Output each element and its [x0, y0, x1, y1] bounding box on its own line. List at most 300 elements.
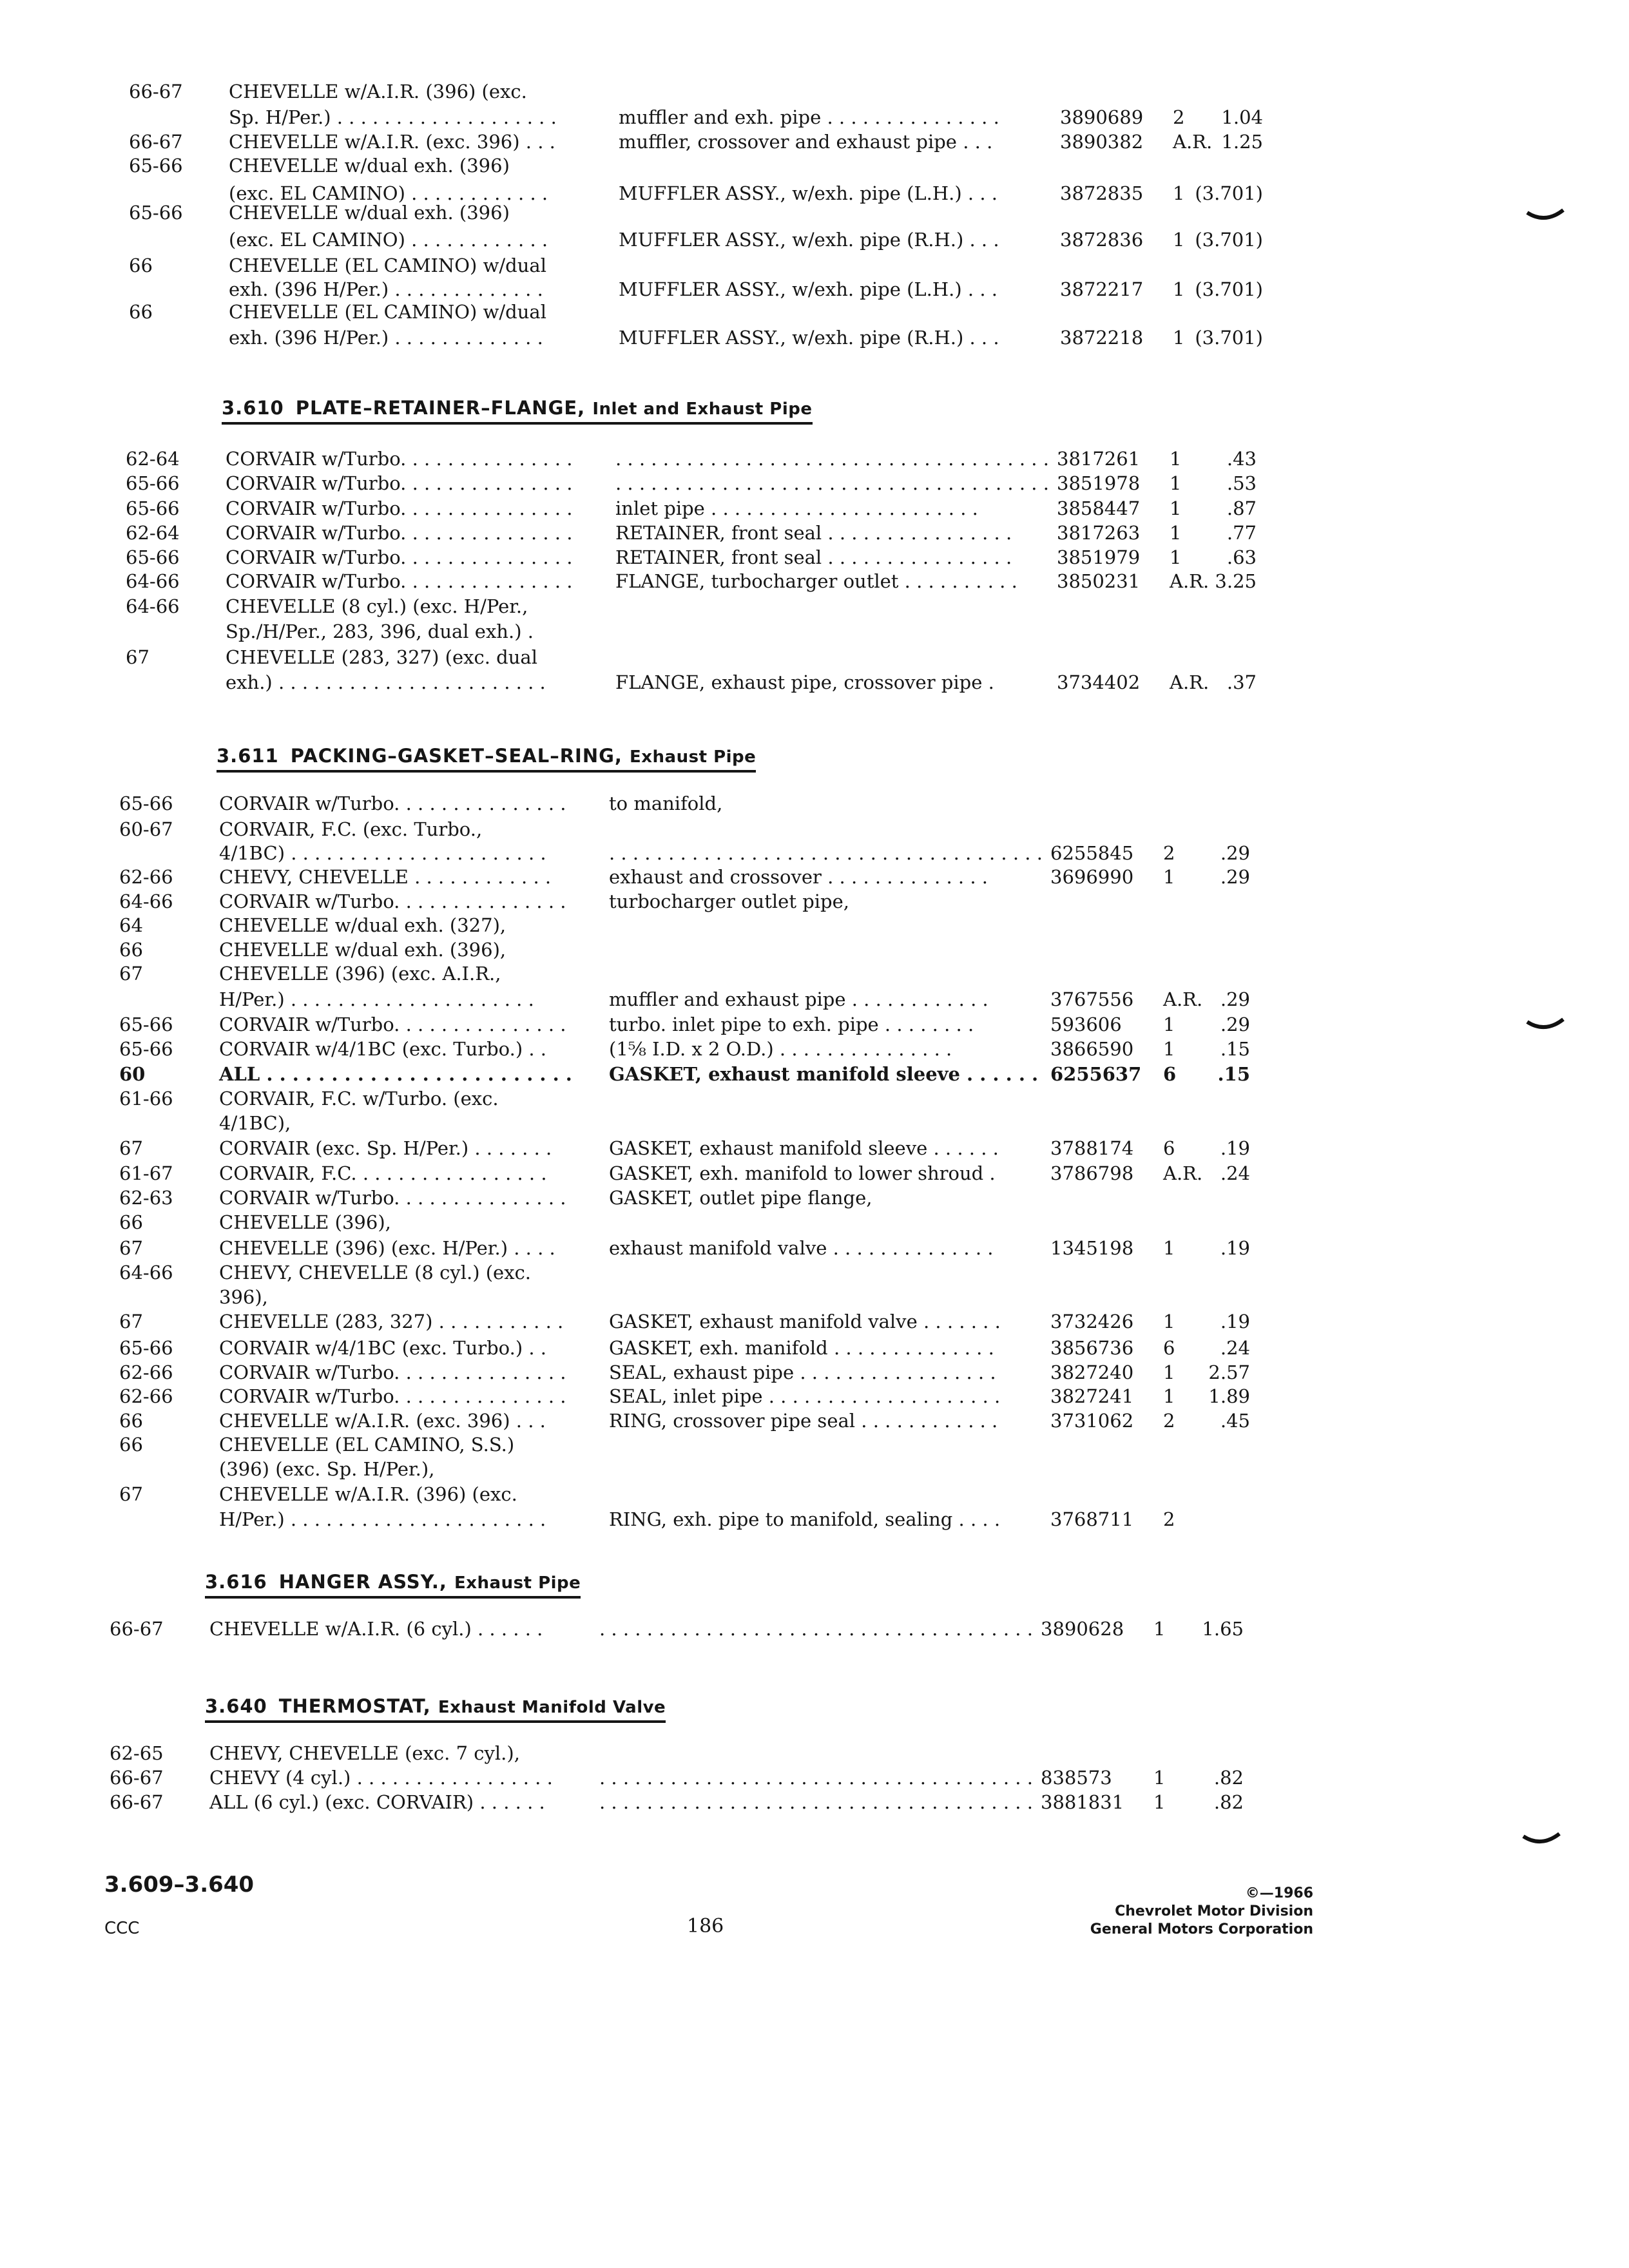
quantity: 1 — [1163, 1038, 1175, 1060]
part-number: 838573 — [1041, 1767, 1112, 1789]
quantity: 2 — [1163, 1508, 1175, 1530]
model-description: CHEVY, CHEVELLE (8 cyl.) (exc. — [219, 1262, 532, 1283]
model-year: 61-67 — [119, 1162, 173, 1184]
parts-row — [119, 1162, 1250, 1184]
section-number: 3.616 — [205, 1571, 267, 1593]
parts-row — [129, 327, 1263, 349]
part-number: 1345198 — [1050, 1237, 1134, 1259]
corporation-name: General Motors Corporation — [1090, 1921, 1313, 1937]
section-subtitle: Exhaust Manifold Valve — [438, 1698, 666, 1717]
part-number: 3890382 — [1060, 131, 1144, 153]
quantity: 1 — [1163, 1237, 1175, 1259]
section-title: THERMOSTAT, — [278, 1695, 438, 1717]
model-description: CHEVELLE (396), — [219, 1211, 391, 1233]
list-price: (3.701) — [1195, 182, 1263, 204]
model-year: 62-64 — [126, 522, 180, 544]
part-number: 3788174 — [1050, 1137, 1134, 1159]
parts-row — [119, 1262, 1250, 1283]
quantity: 1 — [1173, 182, 1185, 204]
list-price: .29 — [1220, 866, 1250, 888]
parts-row — [126, 646, 1257, 668]
part-description: . . . . . . . . . . . . . . . . . . . . . . . . . . . . . . . . . . . . . — [609, 842, 1043, 864]
parts-row — [119, 1434, 1250, 1456]
section-underline — [205, 1720, 666, 1723]
model-description: CHEVELLE (8 cyl.) (exc. H/Per., — [226, 595, 528, 617]
model-year: 64-66 — [119, 1262, 173, 1283]
model-description: (396) (exc. Sp. H/Per.), — [219, 1458, 435, 1480]
list-price: .82 — [1213, 1767, 1244, 1789]
part-number: 3817263 — [1057, 522, 1141, 544]
part-number: 3890628 — [1041, 1618, 1124, 1640]
parts-row — [119, 842, 1250, 864]
model-description: CHEVY (4 cyl.) . . . . . . . . . . . . . . . . . — [209, 1767, 553, 1789]
model-year: 64-66 — [126, 570, 180, 592]
part-description: (1⅝ I.D. x 2 O.D.) . . . . . . . . . . . . . . . — [609, 1038, 952, 1060]
model-description: CORVAIR w/Turbo. . . . . . . . . . . . . . . — [219, 1385, 566, 1407]
part-description: RETAINER, front seal . . . . . . . . . . . . . . . . — [615, 522, 1012, 544]
list-price: .24 — [1220, 1337, 1250, 1359]
model-year: 62-65 — [110, 1742, 164, 1764]
model-year: 66-67 — [110, 1767, 164, 1789]
parts-row — [119, 1088, 1250, 1110]
parts-row — [119, 1286, 1250, 1308]
part-number: 3856736 — [1050, 1337, 1134, 1359]
model-description: Sp. H/Per.) . . . . . . . . . . . . . . . . . . . — [229, 106, 557, 128]
quantity: A.R. — [1170, 671, 1210, 693]
parts-row — [129, 155, 1263, 177]
model-year: 62-64 — [126, 448, 180, 470]
part-number: 3827240 — [1050, 1361, 1134, 1383]
model-description: CORVAIR w/Turbo. . . . . . . . . . . . . . . — [219, 793, 566, 814]
parts-row — [119, 1361, 1250, 1383]
list-price: .77 — [1226, 522, 1257, 544]
parts-row — [119, 1014, 1250, 1035]
parts-row — [119, 914, 1250, 936]
list-price: .45 — [1220, 1410, 1250, 1432]
model-description: CORVAIR w/Turbo. . . . . . . . . . . . . . . — [226, 546, 573, 568]
model-description: CHEVELLE w/A.I.R. (exc. 396) . . . — [229, 131, 555, 153]
model-year: 62-63 — [119, 1187, 173, 1209]
part-number: 3786798 — [1050, 1162, 1134, 1184]
list-price: .37 — [1226, 671, 1257, 693]
quantity: 2 — [1163, 842, 1175, 864]
parts-row — [119, 1237, 1250, 1259]
part-number: 3851979 — [1057, 546, 1141, 568]
quantity: 1 — [1173, 327, 1185, 349]
parts-row — [119, 1063, 1250, 1085]
parts-row — [119, 1410, 1250, 1432]
model-year: 66 — [129, 255, 153, 276]
parts-row — [110, 1618, 1244, 1640]
model-description: CORVAIR, F.C. w/Turbo. (exc. — [219, 1088, 499, 1110]
model-description: CHEVELLE w/dual exh. (396) — [229, 155, 510, 177]
publisher-block — [1090, 1885, 1313, 1939]
quantity: 6 — [1163, 1337, 1175, 1359]
quantity: 6 — [1163, 1063, 1177, 1085]
model-year: 65-66 — [129, 155, 183, 177]
part-description: GASKET, outlet pipe flange, — [609, 1187, 872, 1209]
model-description: CHEVELLE (396) (exc. A.I.R., — [219, 963, 501, 985]
parts-row — [119, 1337, 1250, 1359]
parts-row — [110, 1767, 1244, 1789]
parts-row — [129, 182, 1263, 204]
section-underline — [205, 1596, 581, 1599]
model-year: 60-67 — [119, 818, 173, 840]
list-price: .29 — [1220, 842, 1250, 864]
list-price: .43 — [1226, 448, 1257, 470]
model-description: CHEVELLE w/A.I.R. (6 cyl.) . . . . . . — [209, 1618, 543, 1640]
model-year: 67 — [119, 1237, 143, 1259]
parts-row — [126, 595, 1257, 617]
model-year: 64-66 — [119, 890, 173, 912]
parts-row — [129, 301, 1263, 323]
model-year: 66-67 — [129, 131, 183, 153]
section-header — [222, 396, 813, 422]
model-year: 65-66 — [119, 1337, 173, 1359]
part-number: 3850231 — [1057, 570, 1141, 592]
list-price: .19 — [1220, 1311, 1250, 1332]
part-description: muffler, crossover and exhaust pipe . . . — [619, 131, 993, 153]
part-number: 3890689 — [1060, 106, 1144, 128]
list-price: .24 — [1220, 1162, 1250, 1184]
part-number: 3696990 — [1050, 866, 1134, 888]
quantity: 1 — [1170, 472, 1182, 494]
list-price: .63 — [1226, 546, 1257, 568]
part-number: 3866590 — [1050, 1038, 1134, 1060]
model-description: CHEVELLE (396) (exc. H/Per.) . . . . — [219, 1237, 555, 1259]
list-price: (3.701) — [1195, 229, 1263, 251]
parts-row — [110, 1742, 1244, 1764]
quantity: A.R. — [1163, 1162, 1203, 1184]
model-description: CHEVELLE w/A.I.R. (396) (exc. — [219, 1483, 517, 1505]
model-description: (exc. EL CAMINO) . . . . . . . . . . . . — [229, 182, 548, 204]
list-price: .82 — [1213, 1791, 1244, 1813]
part-description: MUFFLER ASSY., w/exh. pipe (L.H.) . . . — [619, 278, 998, 300]
list-price: 1.89 — [1208, 1385, 1250, 1407]
quantity: A.R. — [1163, 988, 1203, 1010]
model-year: 64 — [119, 914, 143, 936]
list-price: .15 — [1220, 1038, 1250, 1060]
quantity: 1 — [1163, 1385, 1175, 1407]
parts-row — [119, 1483, 1250, 1505]
model-description: Sp./H/Per., 283, 396, dual exh.) . — [226, 620, 534, 642]
model-year: 67 — [119, 1483, 143, 1505]
quantity: 6 — [1163, 1137, 1175, 1159]
section-title: PLATE–RETAINER–FLANGE, — [295, 397, 593, 419]
parts-row — [126, 671, 1257, 693]
parts-row — [119, 890, 1250, 912]
model-description: CORVAIR (exc. Sp. H/Per.) . . . . . . . — [219, 1137, 552, 1159]
model-year: 65-66 — [119, 1014, 173, 1035]
model-description: CHEVELLE (EL CAMINO) w/dual — [229, 255, 546, 276]
part-description: MUFFLER ASSY., w/exh. pipe (L.H.) . . . — [619, 182, 998, 204]
model-year: 66 — [119, 1434, 143, 1456]
model-description: CORVAIR w/Turbo. . . . . . . . . . . . . . . — [226, 497, 573, 519]
quantity: 1 — [1163, 1361, 1175, 1383]
model-year: 67 — [126, 646, 149, 668]
model-description: H/Per.) . . . . . . . . . . . . . . . . . . . . . . — [219, 1508, 546, 1530]
part-description: inlet pipe . . . . . . . . . . . . . . . . . . . . . . . — [615, 497, 978, 519]
section-subtitle: Inlet and Exhaust Pipe — [592, 399, 813, 419]
part-description: exhaust and crossover . . . . . . . . . . . . . . — [609, 866, 988, 888]
model-year: 65-66 — [126, 472, 180, 494]
parts-row — [126, 620, 1257, 642]
model-year: 66-67 — [110, 1791, 164, 1813]
part-description: . . . . . . . . . . . . . . . . . . . . . . . . . . . . . . . . . . . . . — [615, 448, 1049, 470]
part-description: . . . . . . . . . . . . . . . . . . . . . . . . . . . . . . . . . . . . . — [599, 1791, 1033, 1813]
quantity: 1 — [1170, 448, 1182, 470]
section-underline — [222, 422, 813, 425]
parts-row — [119, 1385, 1250, 1407]
model-description: CORVAIR, F.C. (exc. Turbo., — [219, 818, 483, 840]
part-description: MUFFLER ASSY., w/exh. pipe (R.H.) . . . — [619, 327, 999, 349]
model-year: 67 — [119, 963, 143, 985]
model-description: exh. (396 H/Per.) . . . . . . . . . . . . . — [229, 327, 543, 349]
part-number: 3872218 — [1060, 327, 1144, 349]
quantity: 1 — [1153, 1791, 1166, 1813]
model-description: CORVAIR w/4/1BC (exc. Turbo.) . . — [219, 1038, 547, 1060]
page-number: 186 — [687, 1915, 724, 1937]
part-number: 3734402 — [1057, 671, 1141, 693]
model-year: 66 — [129, 301, 153, 323]
model-description: CHEVELLE w/dual exh. (396) — [229, 202, 510, 224]
section-number: 3.610 — [222, 397, 284, 419]
part-description: muffler and exhaust pipe . . . . . . . . . . . . — [609, 988, 988, 1010]
catalog-code: CCC — [104, 1919, 140, 1938]
model-description: (exc. EL CAMINO) . . . . . . . . . . . . — [229, 229, 548, 251]
part-number: 3731062 — [1050, 1410, 1134, 1432]
model-description: CORVAIR, F.C. . . . . . . . . . . . . . . . . — [219, 1162, 547, 1184]
parts-row — [119, 1038, 1250, 1060]
list-price: (3.701) — [1195, 278, 1263, 300]
part-description: SEAL, exhaust pipe . . . . . . . . . . . . . . . . . — [609, 1361, 996, 1383]
section-underline — [217, 770, 756, 773]
model-description: 4/1BC), — [219, 1112, 291, 1134]
parts-row — [110, 1791, 1244, 1813]
model-year: 66 — [119, 1211, 143, 1233]
part-number: 3851978 — [1057, 472, 1141, 494]
parts-row — [119, 1112, 1250, 1134]
list-price: 1.04 — [1221, 106, 1263, 128]
model-description: CHEVELLE (283, 327) (exc. dual — [226, 646, 537, 668]
model-description: CORVAIR w/Turbo. . . . . . . . . . . . . . . — [226, 448, 573, 470]
model-description: exh. (396 H/Per.) . . . . . . . . . . . . . — [229, 278, 543, 300]
list-price: .19 — [1220, 1137, 1250, 1159]
model-description: CORVAIR w/Turbo. . . . . . . . . . . . . . . — [226, 570, 573, 592]
model-description: ALL . . . . . . . . . . . . . . . . . . . . . . . . — [219, 1063, 572, 1085]
margin-tick-mark — [1526, 207, 1565, 226]
section-title: HANGER ASSY., — [278, 1571, 455, 1593]
model-description: CORVAIR w/Turbo. . . . . . . . . . . . . . . — [219, 1187, 566, 1209]
section-header — [205, 1570, 581, 1596]
quantity: 1 — [1170, 497, 1182, 519]
part-description: GASKET, exhaust manifold valve . . . . . . . — [609, 1311, 1001, 1332]
parts-row — [119, 866, 1250, 888]
part-description: turbo. inlet pipe to exh. pipe . . . . . . . . — [609, 1014, 974, 1035]
model-year: 62-66 — [119, 866, 173, 888]
parts-row — [119, 963, 1250, 985]
quantity: 1 — [1170, 522, 1182, 544]
parts-row — [129, 229, 1263, 251]
copyright-notice: ©—1966 — [1245, 1885, 1313, 1901]
parts-row — [126, 448, 1257, 470]
parts-row — [126, 570, 1257, 592]
model-description: ALL (6 cyl.) (exc. CORVAIR) . . . . . . — [209, 1791, 545, 1813]
model-year: 66 — [119, 939, 143, 961]
quantity: A.R. — [1173, 131, 1213, 153]
parts-row — [129, 255, 1263, 276]
part-number: 3872836 — [1060, 229, 1144, 251]
margin-tick-mark — [1522, 1831, 1561, 1849]
parts-row — [119, 1458, 1250, 1480]
model-description: CORVAIR w/Turbo. . . . . . . . . . . . . . . — [219, 890, 566, 912]
part-description: MUFFLER ASSY., w/exh. pipe (R.H.) . . . — [619, 229, 999, 251]
model-year: 60 — [119, 1063, 146, 1085]
part-description: to manifold, — [609, 793, 723, 814]
part-description: GASKET, exh. manifold to lower shroud . — [609, 1162, 996, 1184]
model-description: exh.) . . . . . . . . . . . . . . . . . . . . . . . — [226, 671, 546, 693]
part-description: FLANGE, exhaust pipe, crossover pipe . — [615, 671, 994, 693]
model-year: 65-66 — [119, 1038, 173, 1060]
section-subtitle: Exhaust Pipe — [630, 747, 757, 767]
parts-row — [129, 81, 1263, 102]
model-year: 65-66 — [119, 793, 173, 814]
section-number: 3.640 — [205, 1695, 267, 1717]
part-description: RING, exh. pipe to manifold, sealing . . . . — [609, 1508, 1001, 1530]
part-number: 3817261 — [1057, 448, 1141, 470]
model-year: 66 — [119, 1410, 143, 1432]
part-description: RETAINER, front seal . . . . . . . . . . . . . . . . — [615, 546, 1012, 568]
margin-tick-mark — [1526, 1017, 1565, 1035]
model-description: CORVAIR w/Turbo. . . . . . . . . . . . . . . — [219, 1361, 566, 1383]
list-price: .87 — [1226, 497, 1257, 519]
section-header — [205, 1695, 666, 1720]
part-number: 3881831 — [1041, 1791, 1124, 1813]
model-description: CHEVELLE (EL CAMINO) w/dual — [229, 301, 546, 323]
parts-row — [119, 1211, 1250, 1233]
model-description: CORVAIR w/Turbo. . . . . . . . . . . . . . . — [219, 1014, 566, 1035]
section-range: 3.609–3.640 — [104, 1872, 255, 1898]
parts-row — [119, 1187, 1250, 1209]
part-description: GASKET, exhaust manifold sleeve . . . . . . — [609, 1063, 1039, 1085]
parts-row — [119, 939, 1250, 961]
section-subtitle: Exhaust Pipe — [454, 1573, 581, 1593]
parts-row — [119, 818, 1250, 840]
part-number: 3872217 — [1060, 278, 1144, 300]
parts-row — [129, 278, 1263, 300]
part-number: 3732426 — [1050, 1311, 1134, 1332]
part-description: . . . . . . . . . . . . . . . . . . . . . . . . . . . . . . . . . . . . . — [615, 472, 1049, 494]
model-description: CHEVELLE w/A.I.R. (396) (exc. — [229, 81, 527, 102]
model-description: CHEVY, CHEVELLE . . . . . . . . . . . . — [219, 866, 552, 888]
quantity: 1 — [1163, 1014, 1175, 1035]
quantity: 2 — [1163, 1410, 1175, 1432]
list-price: .29 — [1220, 1014, 1250, 1035]
parts-row — [119, 793, 1250, 814]
quantity: 2 — [1173, 106, 1185, 128]
quantity: 1 — [1173, 229, 1185, 251]
quantity: 1 — [1163, 866, 1175, 888]
section-header — [217, 744, 756, 770]
list-price: 2.57 — [1208, 1361, 1250, 1383]
list-price: 3.25 — [1215, 570, 1257, 592]
quantity: 1 — [1170, 546, 1182, 568]
model-description: CHEVELLE w/A.I.R. (exc. 396) . . . — [219, 1410, 546, 1432]
parts-row — [126, 472, 1257, 494]
part-number: 3872835 — [1060, 182, 1144, 204]
part-description: muffler and exh. pipe . . . . . . . . . . . . . . . — [619, 106, 999, 128]
part-description: turbocharger outlet pipe, — [609, 890, 849, 912]
part-number: 3827241 — [1050, 1385, 1134, 1407]
part-description: . . . . . . . . . . . . . . . . . . . . . . . . . . . . . . . . . . . . . — [599, 1618, 1033, 1640]
quantity: 1 — [1173, 278, 1185, 300]
model-description: CHEVELLE w/dual exh. (327), — [219, 914, 506, 936]
part-description: exhaust manifold valve . . . . . . . . . . . . . . — [609, 1237, 994, 1259]
part-number: 3768711 — [1050, 1508, 1134, 1530]
parts-row — [126, 497, 1257, 519]
parts-row — [126, 546, 1257, 568]
quantity: 1 — [1163, 1311, 1175, 1332]
division-name: Chevrolet Motor Division — [1115, 1903, 1313, 1919]
list-price: 1.65 — [1202, 1618, 1244, 1640]
model-description: 396), — [219, 1286, 268, 1308]
list-price: (3.701) — [1195, 327, 1263, 349]
model-description: CHEVELLE w/dual exh. (396), — [219, 939, 506, 961]
model-year: 67 — [119, 1137, 143, 1159]
part-description: . . . . . . . . . . . . . . . . . . . . . . . . . . . . . . . . . . . . . — [599, 1767, 1033, 1789]
part-number: 593606 — [1050, 1014, 1122, 1035]
part-description: FLANGE, turbocharger outlet . . . . . . . . . . — [615, 570, 1017, 592]
model-year: 61-66 — [119, 1088, 173, 1110]
model-year: 66-67 — [129, 81, 183, 102]
parts-row — [119, 1311, 1250, 1332]
parts-row — [129, 106, 1263, 128]
part-description: GASKET, exhaust manifold sleeve . . . . . . — [609, 1137, 999, 1159]
quantity: 1 — [1153, 1618, 1166, 1640]
part-description: RING, crossover pipe seal . . . . . . . . . . . . — [609, 1410, 998, 1432]
section-number: 3.611 — [217, 745, 279, 767]
model-description: CHEVELLE (283, 327) . . . . . . . . . . . — [219, 1311, 564, 1332]
model-description: CORVAIR w/Turbo. . . . . . . . . . . . . . . — [226, 472, 573, 494]
part-description: GASKET, exh. manifold . . . . . . . . . . . . . . — [609, 1337, 994, 1359]
list-price: .53 — [1226, 472, 1257, 494]
part-description: SEAL, inlet pipe . . . . . . . . . . . . . . . . . . . . — [609, 1385, 1001, 1407]
model-year: 65-66 — [129, 202, 183, 224]
list-price: 1.25 — [1221, 131, 1263, 153]
part-number: 3858447 — [1057, 497, 1141, 519]
parts-row — [119, 1508, 1250, 1530]
section-title: PACKING–GASKET–SEAL–RING, — [290, 745, 630, 767]
parts-row — [129, 131, 1263, 153]
model-year: 64-66 — [126, 595, 180, 617]
parts-row — [119, 988, 1250, 1010]
part-number: 3767556 — [1050, 988, 1134, 1010]
model-description: CORVAIR w/4/1BC (exc. Turbo.) . . — [219, 1337, 547, 1359]
model-description: CHEVY, CHEVELLE (exc. 7 cyl.), — [209, 1742, 520, 1764]
model-year: 65-66 — [126, 546, 180, 568]
quantity: 1 — [1153, 1767, 1166, 1789]
parts-row — [119, 1137, 1250, 1159]
model-description: H/Per.) . . . . . . . . . . . . . . . . . . . . . — [219, 988, 534, 1010]
quantity: A.R. — [1170, 570, 1210, 592]
model-description: 4/1BC) . . . . . . . . . . . . . . . . . . . . . . — [219, 842, 546, 864]
list-price: .19 — [1220, 1237, 1250, 1259]
part-number: 6255637 — [1050, 1063, 1142, 1085]
model-year: 67 — [119, 1311, 143, 1332]
model-description: CORVAIR w/Turbo. . . . . . . . . . . . . . . — [226, 522, 573, 544]
model-year: 65-66 — [126, 497, 180, 519]
list-price: .29 — [1220, 988, 1250, 1010]
